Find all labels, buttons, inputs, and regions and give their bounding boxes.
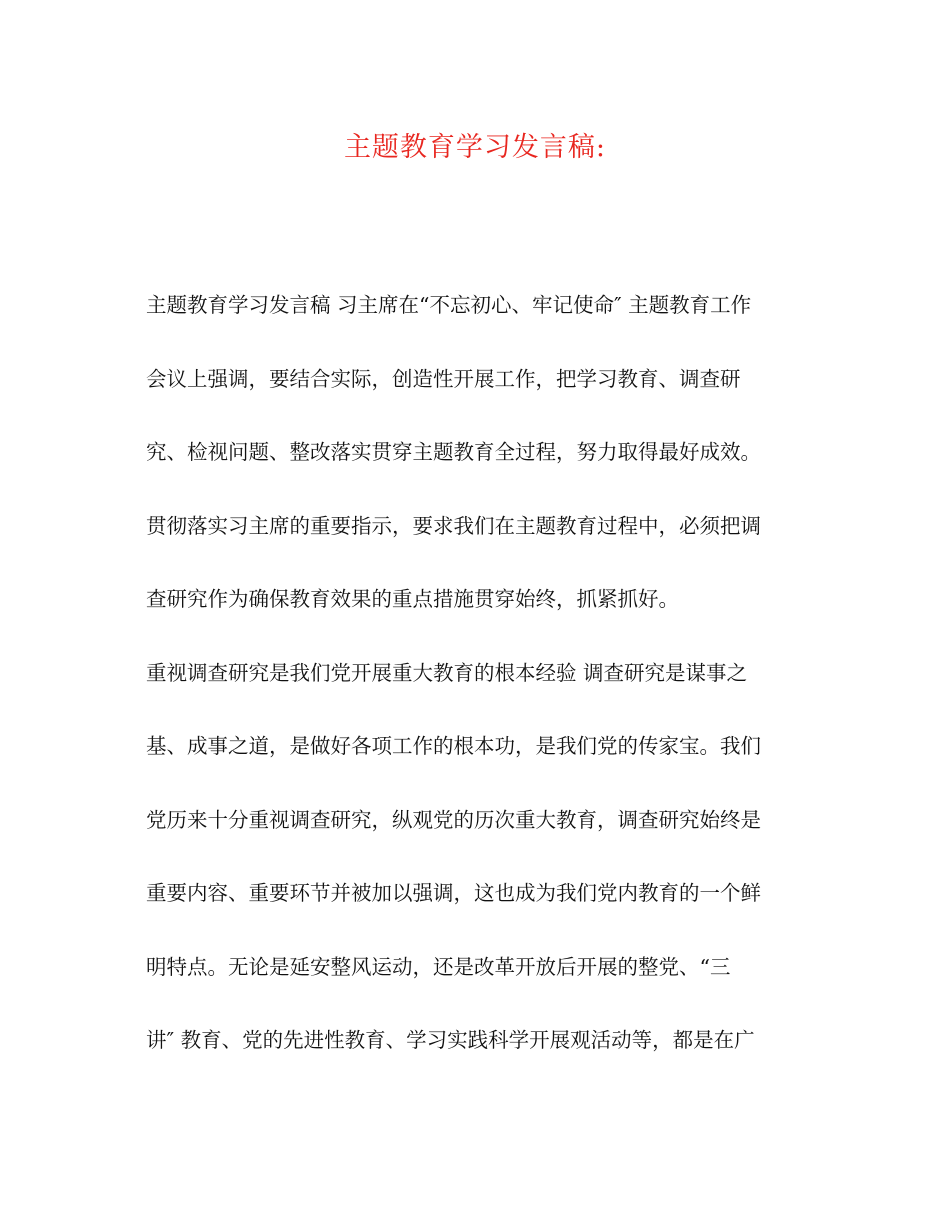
body-line: 党历来十分重视调查研究，纵观党的历次重大教育，调查研究始终是 <box>146 807 761 832</box>
body-line: 重要内容、重要环节并被加以强调，这也成为我们党内教育的一个鲜 <box>146 881 761 905</box>
document-body <box>146 285 806 1094</box>
body-line: 明特点。无论是延安整风运动，还是改革开放后开展的整党、“三 <box>146 954 731 979</box>
body-line: 重视调查研究是我们党开展重大教育的根本经验 调查研究是谋事之 <box>146 660 748 685</box>
body-line: 讲″ 教育、党的先进性教育、学习实践科学开展观活动等，都是在广 <box>146 1028 755 1052</box>
body-line: 基、成事之道，是做好各项工作的根本功，是我们党的传家宝。我们 <box>146 734 761 758</box>
document-title: 主题教育学习发言稿: <box>343 132 607 163</box>
body-line: 主题教育学习发言稿 习主席在“不忘初心、牢记使命″ 主题教育工作 <box>146 293 752 317</box>
body-line: 查研究作为确保教育效果的重点措施贯穿始终，抓紧抓好。 <box>146 587 679 611</box>
body-line: 贯彻落实习主席的重要指示，要求我们在主题教育过程中，必须把调 <box>146 513 761 538</box>
body-line: 会议上强调，要结合实际，创造性开展工作，把学习教育、调查研 <box>146 366 741 391</box>
body-line: 究、检视问题、整改落实贯穿主题教育全过程，努力取得最好成效。 <box>146 440 761 464</box>
